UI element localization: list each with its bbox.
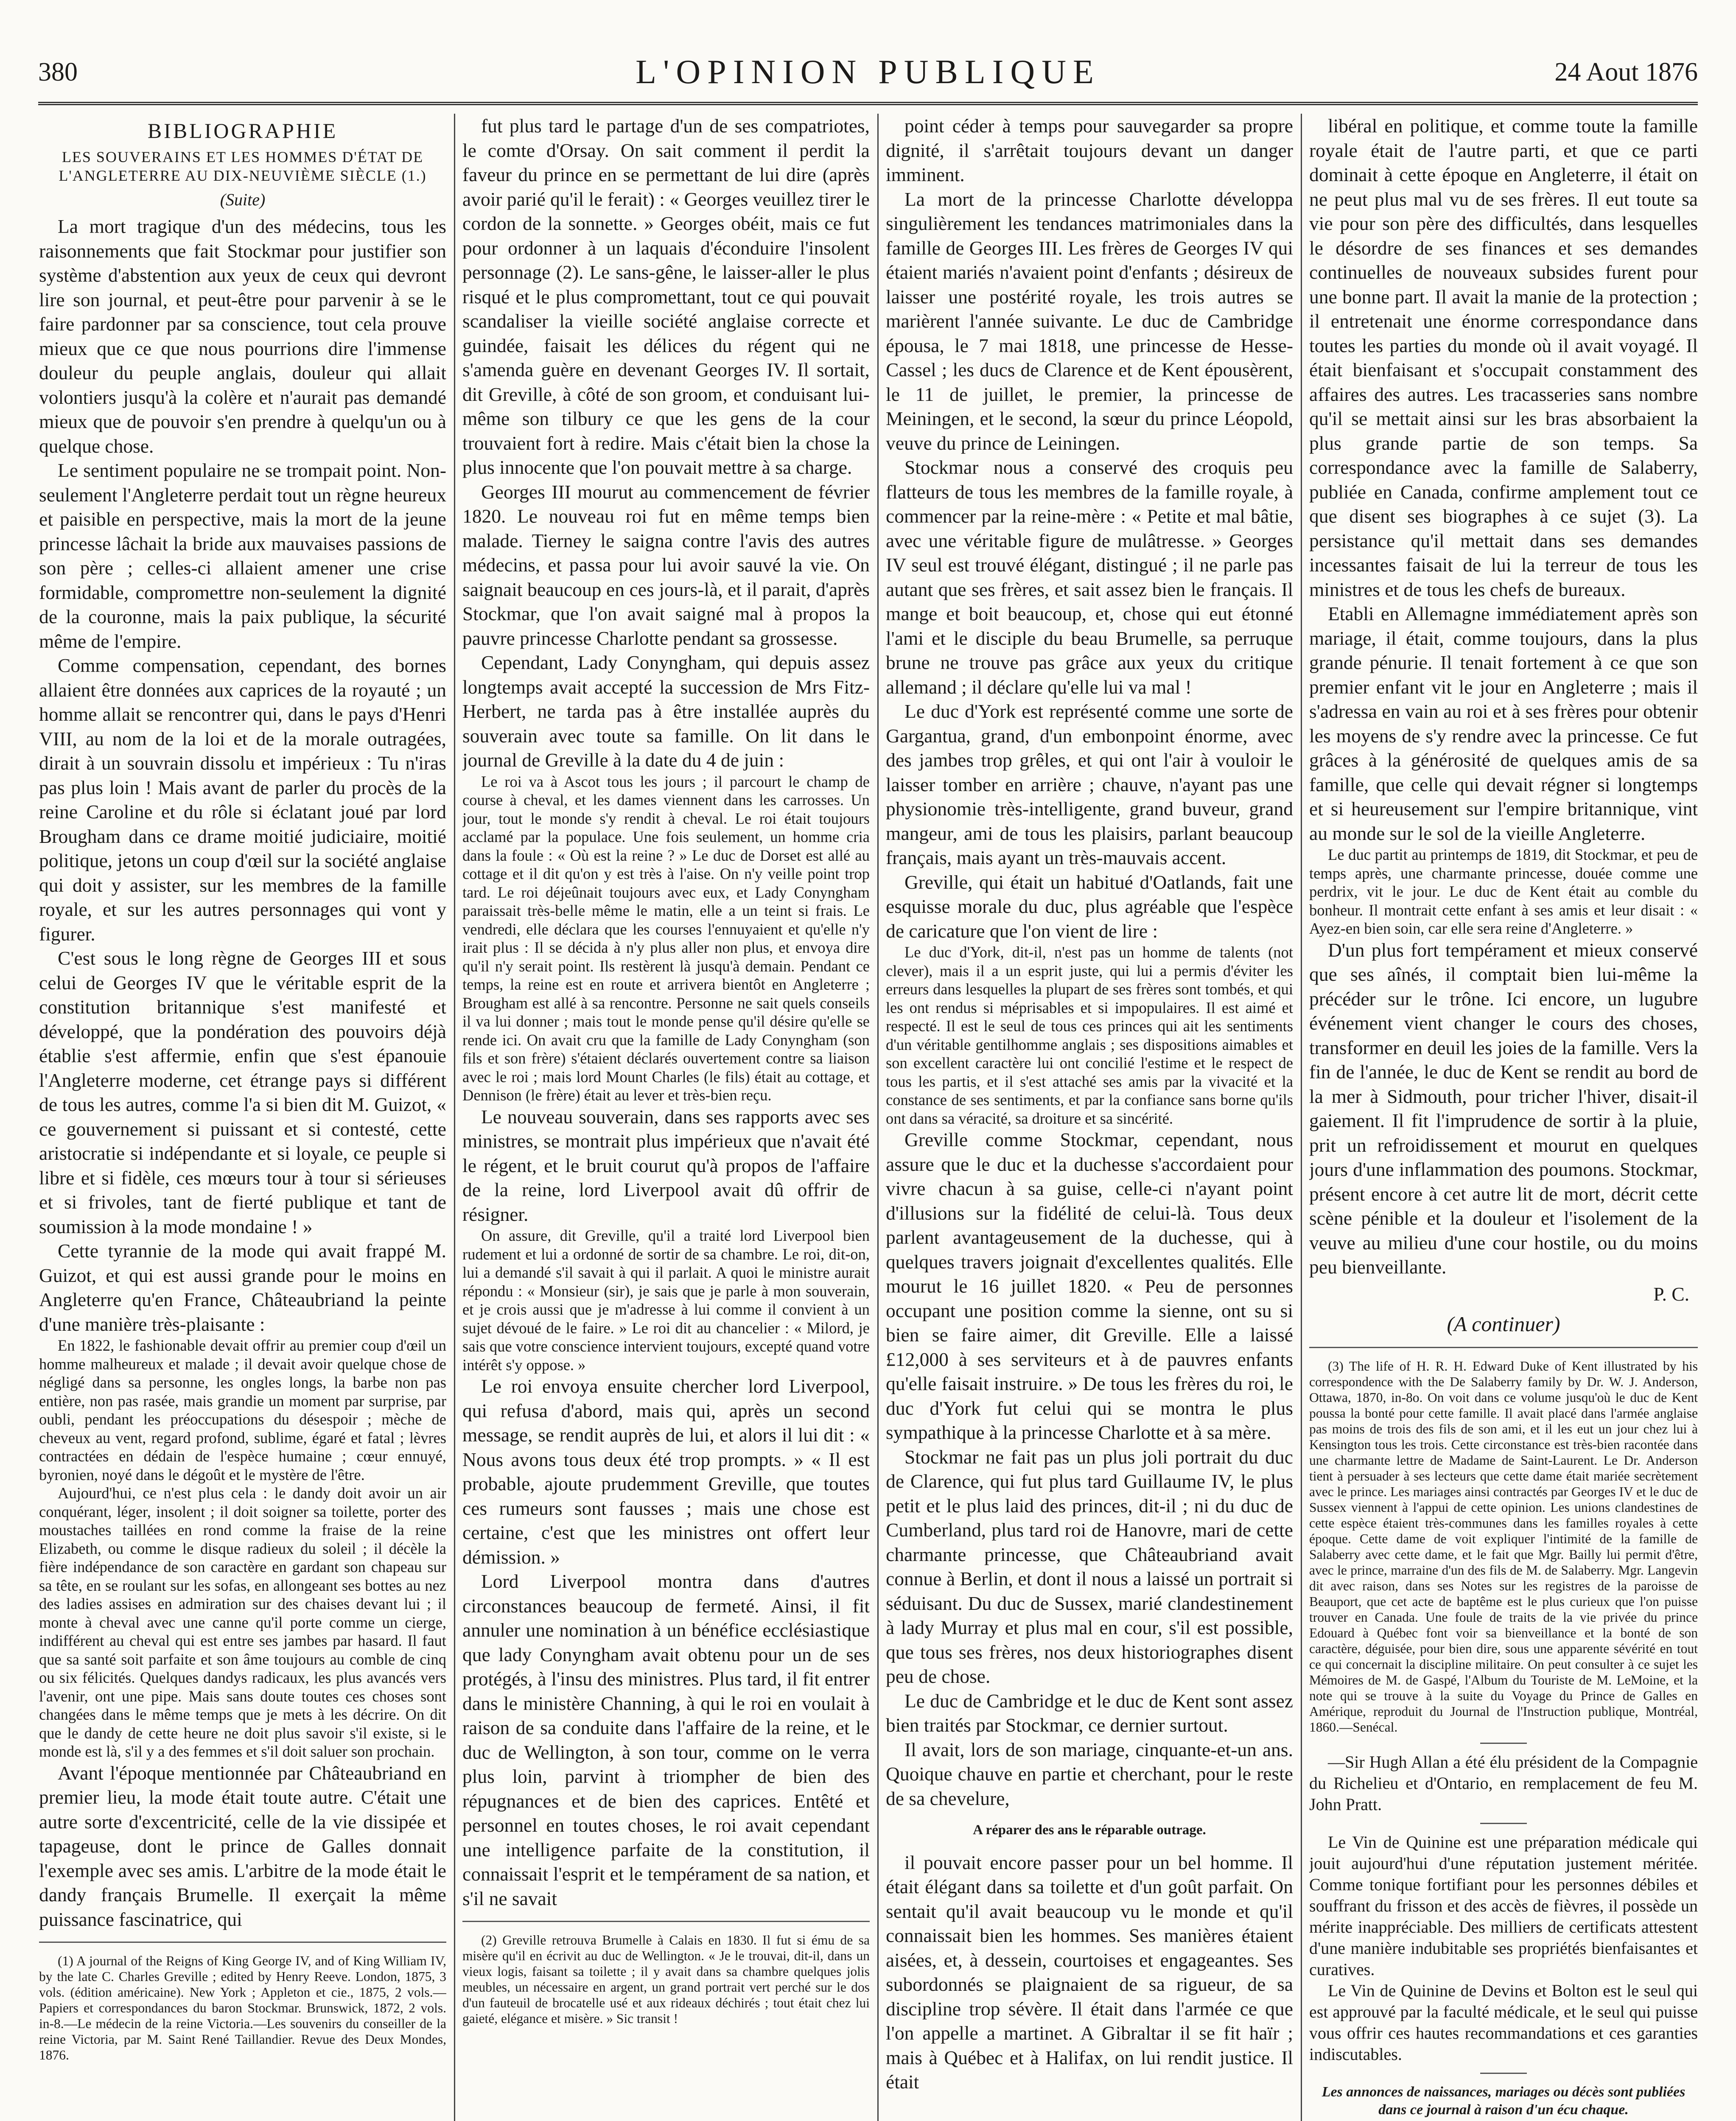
- divider: [1480, 2073, 1527, 2074]
- paragraph: Le duc de Cambridge et le duc de Kent sont assez bien traités par Stockmar, ce dernier surtout.: [886, 1690, 1293, 1736]
- quotation: Le roi va à Ascot tous les jours ; il parcourt le champ de course à cheval, et les dames viennent dans les carrosses. Un jour, tout le monde s'y rendit à cheval. Le roi était toujours acclamé par la populace. Une fois seulement, un homme cria dans la foule : « Où est la reine ? » Le duc de Dorset est allé au cottage et il dit qu'on y est très à l'aise. On n'y veille point trop tard. Le roi déjeûnait toujours avec eux, et Lady Conyngham paraissait très-belle même le matin, elle a un teint si frais. Le vendredi, elle déclara que les courses l'ennuyaient et qu'elle n'y irait plus : Il se décida à n'y plus aller non plus, et envoya dire qu'il n'y serait point. Ils restèrent là jusqu'à demain. Pendant ce temps, la reine est en route et arrivera bientôt en Angleterre ; Brougham est allé à sa rencontre. Personne ne sait quels conseils il va lui donner ; mais tout le monde pense qu'il désire qu'elle se rende ici. On avait cru que la famille de Lady Conyngham (son fils et son frère) s'étaient déclarés ouvertement contre sa liaison avec le roi ; mais lord Mount Charles (le fils) était au cottage, et Dennison (le frère) était au lever et très-bien reçu.: [462, 772, 870, 1104]
- divider: [1480, 1823, 1527, 1824]
- paragraph: Avant l'époque mentionnée par Châteaubriand en premier lieu, la mode était toute autre. C'était une autre sorte d'excentricité, celle de la vie dissipée et tapageuse, dont le prince de Galles donnait l'exemple avec ses amis. L'arbitre de la mode était le dandy français Brumelle. Il exerçait la même puissance fascinatrice, qui: [39, 1762, 446, 1930]
- news-item: —Sir Hugh Allan a été élu président de la Compagnie du Richelieu et d'Ontario, en remplacement de feu M. John Pratt.: [1309, 1752, 1698, 1814]
- quotation: Le duc d'York, dit-il, n'est pas un homme de talents (not clever), mais il a un esprit juste, qui lui a permis d'éviter les erreurs dans lesquelles la plupart de ses frères sont tombés, et qui les ont rendus si méprisables et si impopulaires. Il est aimé et respecté. Il est le seul de tous ces princes qui ait les sentiments d'un véritable gentilhomme anglais ; ses dispositions aimables et son excellent caractère lui ont concilié l'estime et le respect de tous les partis, et il s'est attaché ses amis par la vivacité et la constance de ses sentiments, et par la confiance sans borne qu'ils ont dans sa véracité, sa droiture et sa sincérité.: [886, 943, 1293, 1127]
- column-4: [1309, 114, 1698, 2121]
- paragraph: Il avait, lors de son mariage, cinquante-et-un ans. Quoique chauve en partie et cherchant, pour le reste de sa chevelure,: [886, 1738, 1293, 1809]
- paragraph: Le nouveau souverain, dans ses rapports avec ses ministres, se montrait plus impérieux que n'avait été le régent, et le bruit courut qu'à propos de l'affaire de la reine, lord Liverpool avait dû offrir de résigner.: [462, 1105, 870, 1225]
- section-title: BIBLIOGRAPHIE: [147, 119, 338, 143]
- paragraph: La mort de la princesse Charlotte développa singulièrement les tendances matrimoniales dans la famille de Georges III. Les frères de Georges IV qui étaient mariés n'avaient point d'enfants ; désireux de laisser une postérité royale, les trois autres se marièrent l'année suivante. Le duc de Cambridge épousa, le 7 mai 1818, une princesse de Hesse-Cassel ; les ducs de Clarence et de Kent épousèrent, le 11 de juillet, le premier, la princesse de Meiningen, et le second, la sœur du prince Léopold, veuve du prince de Leiningen.: [886, 188, 1293, 454]
- quotation: On assure, dit Greville, qu'il a traité lord Liverpool bien rudement et lui a ordonné de sortir de sa chambre. Le roi, dit-on, lui a demandé s'il savait à qui il parlait. A quoi le ministre aurait répondu : « Monsieur (sir), je sais que je parle à mon souverain, et je crois aussi que je m'adresse à lui comme il convient à un sujet dévoué de le faire. » Le roi dit au chancelier : « Milord, je sais que votre conscience intervient toujours, excepté quand votre intérêt s'y oppose. »: [462, 1227, 870, 1374]
- paragraph: fut plus tard le partage d'un de ses compatriotes, le comte d'Orsay. On sait comment il perdit la faveur du prince en se permettant de lui dire (après avoir parié qu'il le ferait) : « Georges veuillez tirer le cordon de la sonnette. » Georges obéit, mais ce fut pour ordonner à un laquais d'éconduire l'insolent personnage (2). Le sans-gêne, le laisser-aller le plus risqué et le plus compromettant, tout ce qui pouvait scandaliser la vieille société anglaise correcte et guindée, faisait les délices du régent qui ne s'amenda guère en devenant Georges IV. Il sortait, dit Greville, à côté de son groom, et conduisant lui-même son tilbury ce que les gens de la cour trouvaient fort à redire. Mais c'était bien la chose la plus innocente que l'on pouvait mettre à sa charge.: [462, 115, 870, 478]
- verse-line: A réparer des ans le réparable outrage.: [973, 1822, 1206, 1838]
- masthead: [38, 40, 1698, 91]
- paragraph: Cette tyrannie de la mode qui avait frappé M. Guizot, et qui est aussi grande pour le moins en Angleterre qu'en France, Châteaubriand la peinte d'une manière très-plaisante :: [39, 1240, 446, 1335]
- paragraph: il pouvait encore passer pour un bel homme. Il était élégant dans sa toilette et d'un goût parfait. On sentait qu'il avait beaucoup vu le monde et qu'il connaissait bien les hommes. Ses manières étaient aisées, et, à dessein, courtoises et engageantes. Ses subordonnés se plaignaient de sa rigueur, de sa discipline trop sévère. Il était dans l'armée ce que l'on appelle a martinet. A Gibraltar il se fit haïr ; mais à Québec et à Halifax, on lui rendit justice. Il était: [886, 1851, 1293, 2093]
- announcement-notice: Les annonces de naissances, mariages ou décès sont publiées dans ce journal à raison d'un écu chaque.: [1322, 2084, 1686, 2118]
- signature: P. C.: [1653, 1283, 1689, 1305]
- paragraph: Cependant, Lady Conyngham, qui depuis assez longtemps avait accepté la succession de Mrs Fitz-Herbert, ne tarda pas à être installée auprès du souverain avec toute sa famille. On lit dans le journal de Greville à la date du 4 de juin :: [462, 652, 870, 771]
- issue-date: 24 Aout 1876: [1554, 58, 1698, 87]
- paragraph: Greville comme Stockmar, cependant, nous assure que le duc et la duchesse s'accordaient pour vivre chacun à sa guise, celle-ci n'ayant point d'illusions sur la fidélité de celui-là. Tous deux parlent avantageusement de la duchesse, qui à quelques travers joignait d'excellentes qualités. Elle mourut le 16 juillet 1820. « Peu de personnes occupant une position comme la sienne, ont su si bien se faire aimer, dit Greville. Elle a laissé £12,000 à ses serviteurs et à de pauvres enfants qu'elle faisait instruire. » De tous les frères du roi, le duc d'York fut celui qui se montra le plus sympathique à la princesse Charlotte et à sa mère.: [886, 1129, 1293, 1443]
- paragraph: Georges III mourut au commencement de février 1820. Le nouveau roi fut en même temps bien malade. Tierney le saigna contre l'avis des autres médecins, et passa pour lui avoir sauvé la vie. On saignait beaucoup en ces jours-là, et il parait, d'après Stockmar, que l'on avait saigné mal à propos la pauvre princesse Charlotte pendant sa grossesse.: [462, 481, 870, 649]
- article-subhead: LES SOUVERAINS ET LES HOMMES D'ÉTAT DE L'ANGLETERRE AU DIX-NEUVIÈME SIÈCLE (1.): [59, 148, 427, 184]
- page-number: 380: [38, 58, 78, 87]
- suite-label: (Suite): [220, 190, 266, 209]
- column-1: [39, 114, 446, 2121]
- quotation: En 1822, le fashionable devait offrir au premier coup d'œil un homme malheureux et malade ; il devait avoir quelque chose de négligé dans sa personne, les ongles longs, la barbe non pas entière, non pas rasée, mais grandie un moment par surprise, par oubli, pendant les préoccupations du désespoir ; mèche de cheveux au vent, regard profond, sublime, égaré et fatal ; lèvres contractées en dédain de l'espèce humaine ; cœur ennuyé, byronien, noyé dans le dégoût et le mystère de l'être.: [39, 1337, 446, 1483]
- footnote: (3) The life of H. R. H. Edward Duke of Kent illustrated by his correspondence with the De Salaberry family by Dr. W. J. Anderson, Ottawa, 1870, in-8o. On voit dans ce volume jusqu'où le duc de Kent poussa la bonté pour cette famille. Il avait placé dans l'armée anglaise pas moins de trois des fils de son ami, et il les eut un jour chez lui à Kensington tous les trois. Cette circonstance est très-bien racontée dans une charmante lettre de Madame de Saint-Laurent. Le Dr. Anderson tient à persuader à ses lecteurs que cette dame était mariée secrètement avec le prince. Les mariages ainsi contractés par Georges IV et le duc de Sussex viennent à l'appui de cette opinion. Les unions clandestines de cette espèce étaient très-communes dans les familles royales à cette époque. Cette dame de voit expliquer l'intimité de la famille de Salaberry avec cette dame, et le fait que Mgr. Bailly lui permit d'être, avec le prince, marraine d'un des fils de M. de Salaberry. Mgr. Langevin dit avec raison, dans ses Notes sur les registres de la paroisse de Beauport, que cet acte de baptême est le plus curieux que l'on puisse trouver en Canada. Une foule de traits de la vie privée du prince Edouard à Québec font voir sa bienveillance et la bonté de son caractère, déguisée, pour bien dire, sous une apparente sévérité en tout ce qui concernait la discipline militaire. On peut consulter à ce sujet les Mémoires de M. de Gaspé, l'Album du Touriste de M. LeMoine, et la note qui se trouve à la suite du Voyage du Prince de Galles en Amérique, reproduit du Journal de l'Instruction publique, Montréal, 1860.—Senécal.: [1309, 1358, 1698, 1735]
- column-2: [462, 114, 870, 2121]
- footnote-rule: [39, 1942, 446, 1943]
- paragraph: Lord Liverpool montra dans d'autres circonstances beaucoup de fermeté. Ainsi, il fit annuler une nomination à un bénéfice ecclésiastique que lady Conyngham avait obtenu pour un de ses protégés, à l'insu des ministres. Plus tard, il fit entrer dans le ministère Channing, à qui le roi en voulait à raison de sa conduite dans l'affaire de la reine, et le duc de Wellington, à son tour, comme on le verra plus loin, parvint à triompher de bien des répugnances et de bien des caprices. Entêté et personnel en toutes choses, le roi avait cependant une intelligence parfaite de la constitution, il connaissait l'esprit et le tempérament de sa nation, et s'il ne savait: [462, 1570, 870, 1909]
- column-separator: [1301, 114, 1302, 2121]
- advertisement: Le Vin de Quinine de Devins et Bolton est le seul qui est approuvé par la faculté médicale, et le seul qui puisse vous offrir ces hautes recommandations et ces garanties indiscutables.: [1309, 1981, 1698, 2064]
- footnote: (1) A journal of the Reigns of King George IV, and of King William IV, by the late C. Charles Greville ; edited by Henry Reeve. London, 1875, 3 vols. (édition américaine). New York ; Appleton et cie., 1875, 2 vols.—Papiers et correspondances du baron Stockmar. Brunswick, 1872, 2 vols. in-8.—Le médecin de la reine Victoria.—Les souvenirs du conseiller de la reine Victoria, par M. Saint René Taillandier. Revue des Deux Mondes, 1876.: [39, 1953, 446, 2062]
- quotation: Le duc partit au printemps de 1819, dit Stockmar, et peu de temps après, une charmante princesse, douée comme une perdrix, vit le jour. Le duc de Kent était au comble du bonheur. Il montrait cette enfant à ses amis et leur disait : « Ayez-en bien soin, car elle sera reine d'Angleterre. »: [1309, 846, 1698, 937]
- paragraph: Comme compensation, cependant, des bornes allaient être données aux caprices de la royauté ; un homme allait se rencontrer qui, dans le pays d'Henri VIII, au nom de la loi et de la morale outragées, dirait à un souvrain dissolu et impérieux : Tu n'iras pas plus loin ! Mais avant de parler du procès de la reine Caroline et du rôle si éclatant joué par lord Brougham dans ce drame moitié judiciaire, moitié politique, jetons un coup d'œil sur la société anglaise qui doit y assister, sur les membres de la famille royale, et sur les autres personnages qui vont y figurer.: [39, 655, 446, 945]
- column-3: [886, 114, 1293, 2121]
- footnote-rule: [462, 1921, 870, 1922]
- column-separator: [454, 114, 455, 2121]
- paragraph: D'un plus fort tempérament et mieux conservé que ses aînés, il comptait bien lui-même la précéder sur le trône. Ici encore, un lugubre événement vient changer le cours des choses, transformer en deuil les joies de la famille. Vers la fin de l'année, le duc de Kent se rendit au bord de la mer à Sidmouth, pour tricher l'hiver, disait-il gaiement. Il fit l'imprudence de sortir à la pluie, prit un refroidissement et mourut en quelques jours d'une inflammation des poumons. Stockmar, présent encore à cet autre lit de mort, décrit cette scène pénible et la douleur et l'isolement de la veuve au milieu d'une cour hostile, ou du moins peu bienveillante.: [1309, 939, 1698, 1278]
- paragraph: Stockmar nous a conservé des croquis peu flatteurs de tous les membres de la famille royale, à commencer par la reine-mère : « Petite et mal bâtie, avec une véritable figure de mulâtresse. » Georges IV seul est trouvé élégant, distingué ; il ne parle pas autant que ses frères, et sait assez bien le français. Il mange et boit beaucoup, et, chose qui eut étonné l'ami et le disciple du beau Brumelle, sa perruque brune ne trouve pas grâce aux yeux du critique allemand ; il déclare qu'elle lui va mal !: [886, 456, 1293, 698]
- paragraph: La mort tragique d'un des médecins, tous les raisonnements que fait Stockmar pour justifier son système d'abstention aux yeux de ceux qui devront lire son journal, et peut-être pour parvenir à se le faire pardonner par sa conscience, tout cela prouve mieux que ce que nous pourrions dire l'immense douleur du peuple anglais, douleur qui allait volontiers jusqu'à la colère et n'aurait pas demandé mieux que de pouvoir s'en prendre à quelqu'un ou à quelque chose.: [39, 215, 446, 457]
- advertisement: Le Vin de Quinine est une préparation médicale qui jouit aujourd'hui d'une réputation justement méritée. Comme tonique fortifiant pour les personnes débiles et souffrant du frisson et des accès de fièvres, il possède un mérite inappréciable. Des milliers de certificats attestent d'une manière indubitable ses propriétés bienfaisantes et curatives.: [1309, 1832, 1698, 1979]
- masthead-rule: [38, 102, 1698, 105]
- footnote: (2) Greville retrouva Brumelle à Calais en 1830. Il fut si ému de sa misère qu'il en écrivit au duc de Wellington. « Je le trouvai, dit-il, dans un vieux logis, faisant sa toilette ; il y avait dans sa chambre quelques jolis meubles, un nécessaire en argent, un grand portrait vert perché sur le dos d'un fauteuil de brocatelle usé et aux rideaux déchirés ; tout était chez lui gaieté, elégance et misère. » Sic transit !: [462, 1933, 870, 2026]
- newspaper-title: L'OPINION PUBLIQUE: [636, 53, 1100, 91]
- paragraph: Stockmar ne fait pas un plus joli portrait du duc de Clarence, qui fut plus tard Guillaume IV, le plus petit et le plus laid des princes, dit-il ; ni du duc de Cumberland, plus tard roi de Hanovre, mari de cette charmante princesse, que Châteaubriand avait connue à Berlin, et dont il nous a laissé un portrait si séduisant. Du duc de Sussex, marié clandestinement à lady Murray et plus mal en cour, s'il est possible, que tous ses frères, nos deux historiographes disent peu de chose.: [886, 1446, 1293, 1687]
- quotation: Aujourd'hui, ce n'est plus cela : le dandy doit avoir un air conquérant, léger, insolent ; il doit soigner sa toilette, porter des moustaches taillées en rond comme la fraise de la reine Elizabeth, ou comme le disque radieux du soleil ; il décèle la fière indépendance de son caractère en gardant son chapeau sur sa tête, en se roulant sur les sofas, en allongeant ses bottes au nez des ladies assises en admiration sur des chaises devant lui ; il monte à cheval avec une canne qu'il porte comme un cierge, indifférent au cheval qui est entre ses jambes par hasard. Il faut que sa santé soit parfaite et son âme toujours au comble de cinq ou six félicités. Quelques dandys radicaux, les plus avancés vers l'avenir, ont une pipe. Mais sans doute toutes ces choses sont changées dans le même temps que je mets à les décrire. On dit que le dandy de cette heure ne doit plus savoir s'il existe, si le monde est là, s'il y a des femmes et s'il doit saluer son prochain.: [39, 1484, 446, 1760]
- paragraph: libéral en politique, et comme toute la famille royale était de l'autre parti, et que ce parti dominait à cette époque en Angleterre, il était on ne peut plus mal vu de ses frères. Il eut toute sa vie pour son père des difficultés, dans lesquelles le désordre de ses finances et ses demandes continuelles de nouveaux subsides furent pour une bonne part. Il avait la manie de la protection ; il entretenait une énorme correspondance dans toutes les parties du monde où il avait voyagé. Il était bienfaisant et s'occupait constamment des affaires des autres. Les tracasseries sans nombre qu'il se mettait ainsi sur les bras absorbaient la plus grande partie de son temps. Sa correspondance avec la famille de Salaberry, publiée en Canada, confirme amplement tout ce que disent ses biographes à ce sujet (3). La persistance qu'il mettait dans ses demandes incessantes faisait de lui la terreur de tous les ministres et de tous les chefs de bureaux.: [1309, 115, 1698, 600]
- paragraph: Le roi envoya ensuite chercher lord Liverpool, qui refusa d'abord, mais qui, après un second message, se rendit auprès de lui, et alors il lui dit : « Nous avons tous deux été trop prompts. » « Il est probable, ajoute prudemment Greville, que toutes ces rumeurs sont fausses ; mais une chose est certaine, c'est que les ministres ont offert leur démission. »: [462, 1375, 870, 1568]
- paragraph: Etabli en Allemagne immédiatement après son mariage, il était, comme toujours, dans la plus grande pénurie. Il tenait fortement à ce que son premier enfant vit le jour en Angleterre ; mais il s'adressa en vain au roi et à ses frères pour obtenir les moyens de s'y rendre avec la princesse. Ce fut grâces à la générosité de quelques amis de sa famille, que celle qui devait régner si longtemps et si heureusement sur l'empire britannique, vint au monde sur le sol de la vieille Angleterre.: [1309, 603, 1698, 844]
- paragraph: Greville, qui était un habitué d'Oatlands, fait une esquisse morale du duc, plus agréable que l'espèce de caricature que l'on vient de lire :: [886, 871, 1293, 942]
- to-be-continued: (A continuer): [1447, 1312, 1560, 1336]
- footnote-rule: [1309, 1347, 1698, 1348]
- column-separator: [877, 114, 879, 2121]
- paragraph: C'est sous le long règne de Georges III et sous celui de Georges IV que le véritable esprit de la constitution britannique s'est manifesté et développé, que la pondération des pouvoirs déjà établie s'est affermie, enfin que s'est épanouie l'Angleterre moderne, cet étrange pays si différent de tous les autres, comme l'a si bien dit M. Guizot, « ce gouvernement si puissant et si contesté, cette aristocratie si indépendante et si loyale, ce peuple si libre et si fidèle, ces mœurs tour à tour si sérieuses et si frivoles, tant de fierté publique et tant de soumission à la mode mondaine ! »: [39, 947, 446, 1237]
- divider: [1480, 1743, 1527, 1744]
- paragraph: point céder à temps pour sauvegarder sa propre dignité, il s'arrêtait toujours devant un danger imminent.: [886, 115, 1293, 185]
- paragraph: Le sentiment populaire ne se trompait point. Non-seulement l'Angleterre perdait tout un règne heureux et paisible en perspective, mais la mort de la jeune princesse lâchait la bride aux mauvaises passions de son père ; celles-ci allaient amener une crise formidable, compromettre non-seulement la dignité de la couronne, mais la paix publique, la sécurité même de l'empire.: [39, 459, 446, 652]
- paragraph: Le duc d'York est représenté comme une sorte de Gargantua, grand, d'un embonpoint énorme, avec des jambes trop grêles, et qui ont l'air à vouloir le laisser tomber en arrière ; chauve, n'ayant pas une physionomie très-intelligente, grand buveur, grand mangeur, ami de tous les plaisirs, parlant beaucoup français, mais ayant un très-mauvais accent.: [886, 700, 1293, 868]
